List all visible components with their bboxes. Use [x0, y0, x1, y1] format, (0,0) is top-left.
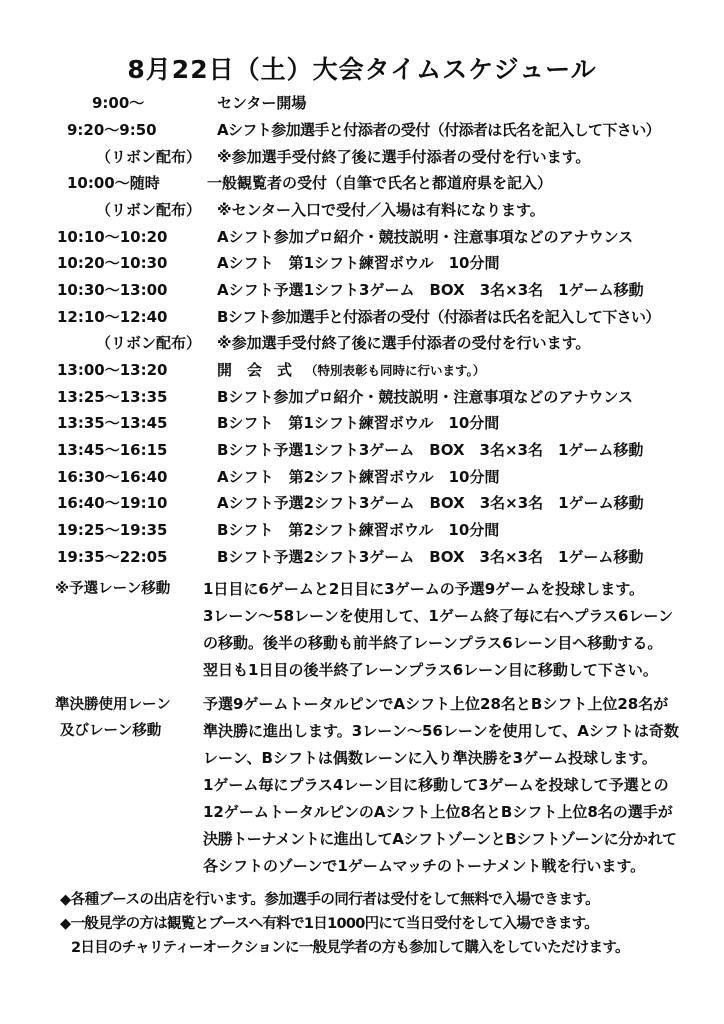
footer-note: ◆各種ブースの出店を行います。参加選手の同行者は受付をして無料で入場できます。	[60, 892, 600, 908]
schedule-row	[0, 226, 724, 252]
schedule-row	[0, 439, 724, 465]
schedule-time: 10:00〜随時	[67, 174, 160, 192]
schedule-time: 13:25〜13:35	[57, 388, 168, 406]
schedule-desc: ※参加選手受付終了後に選手付添者の受付を行います。	[217, 148, 591, 166]
schedule-desc: Aシフト参加選手と付添者の受付（付添者は氏名を記入して下さい）	[217, 121, 661, 139]
schedule-desc: 一般観覧者の受付（自筆で氏名と都道府県を記入）	[207, 174, 553, 192]
schedule-time: 16:40〜19:10	[57, 494, 168, 512]
schedule-desc: Aシフト 第2シフト練習ボウル 10分間	[217, 468, 500, 486]
schedule-time: 19:25〜19:35	[57, 521, 168, 539]
schedule-row	[0, 92, 724, 118]
schedule-row	[0, 332, 724, 358]
schedule-row	[0, 146, 724, 172]
schedule-desc: Bシフト予選1シフト3ゲーム BOX 3名×3名 1ゲーム移動	[217, 441, 644, 459]
schedule-row	[0, 252, 724, 278]
semifinal-line: 1ゲーム毎にプラス4レーン目に移動して3ゲームを投球して予選との	[203, 776, 669, 794]
schedule-row	[0, 279, 724, 305]
semifinal-line: 準決勝に進出します。3レーン〜56レーンを使用して、Aシフトは奇数	[203, 722, 679, 740]
semifinal-label-2: 及びレーン移動	[60, 723, 162, 739]
schedule-time: 10:30〜13:00	[57, 281, 168, 299]
schedule-row	[0, 412, 724, 438]
schedule-desc: Aシフト予選2シフト3ゲーム BOX 3名×3名 1ゲーム移動	[217, 494, 644, 512]
schedule-time: 13:35〜13:45	[57, 414, 168, 432]
schedule-row	[0, 492, 724, 518]
schedule-row	[0, 172, 724, 198]
footer-note: ◆一般見学の方は観覧とブースへ有料で1日1000円にて当日受付をして入場できます。	[60, 916, 599, 932]
page-title: 8月22日（土）大会タイムスケジュール	[127, 55, 597, 84]
schedule-desc: Aシフト参加プロ紹介・競技説明・注意事項などのアナウンス	[217, 228, 634, 246]
schedule-time: 12:10〜12:40	[57, 308, 168, 326]
schedule-time: 9:00〜	[92, 94, 145, 112]
schedule-row	[0, 359, 724, 385]
footer-note: 2日目のチャリティーオークションに一般見学者の方も参加して購入をしていただけます。	[71, 940, 629, 956]
schedule-row	[0, 519, 724, 545]
semifinal-label-1: 準決勝使用レーン	[55, 697, 171, 713]
schedule-desc: Bシフト予選2シフト3ゲーム BOX 3名×3名 1ゲーム移動	[217, 548, 644, 566]
schedule-row	[0, 466, 724, 492]
lane-move-line: 1日目に6ゲームと2日目に3ゲームの予選9ゲームを投球します。	[203, 580, 644, 598]
schedule-desc: センター開場	[217, 94, 307, 112]
schedule-time: 13:00〜13:20	[57, 361, 168, 379]
schedule-desc: Bシフト 第2シフト練習ボウル 10分間	[217, 521, 500, 539]
ceremony-note: （特別表彰も同時に行います。）	[305, 363, 486, 378]
lane-move-line: の移動。後半の移動も前半終了レーンプラス6レーン目へ移動する。	[203, 634, 663, 652]
schedule-desc: Bシフト参加プロ紹介・競技説明・注意事項などのアナウンス	[217, 388, 633, 406]
schedule-desc: Aシフト予選1シフト3ゲーム BOX 3名×3名 1ゲーム移動	[217, 281, 644, 299]
schedule-note: （リボン配布）	[96, 148, 202, 166]
semifinal-line: レーン、Bシフトは偶数レーンに入り準決勝を3ゲーム投球します。	[203, 749, 657, 767]
schedule-time: 10:20〜10:30	[57, 254, 168, 272]
semifinal-line: 予選9ゲームトータルピンでAシフト上位28名とBシフト上位28名が	[203, 695, 669, 713]
schedule-desc: ※センター入口で受付／入場は有料になります。	[217, 201, 545, 219]
schedule-time: 9:20〜9:50	[67, 121, 157, 139]
semifinal-line: 決勝トーナメントに進出してAシフトゾーンとBシフトゾーンに分かれて	[203, 830, 677, 848]
lane-move-line: 翌日も1日目の後半終了レーンプラス6レーン目に移動して下さい。	[203, 661, 658, 679]
schedule-desc: 開 会 式	[217, 361, 293, 379]
schedule-time: 13:45〜16:15	[57, 441, 168, 459]
schedule-note: （リボン配布）	[96, 201, 202, 219]
schedule-desc: ※参加選手受付終了後に選手付添者の受付を行います。	[217, 334, 591, 352]
schedule-time: 19:35〜22:05	[57, 548, 168, 566]
schedule-time: 10:10〜10:20	[57, 228, 168, 246]
schedule-row	[0, 119, 724, 145]
schedule-row	[0, 386, 724, 412]
lane-move-label: ※予選レーン移動	[55, 581, 171, 597]
schedule-note: （リボン配布）	[96, 334, 202, 352]
schedule-desc: Bシフト 第1シフト練習ボウル 10分間	[217, 414, 500, 432]
schedule-time: 16:30〜16:40	[57, 468, 168, 486]
schedule-row	[0, 199, 724, 225]
schedule-row	[0, 306, 724, 332]
lane-move-line: 3レーン〜58レーンを使用して、1ゲーム終了毎に右へプラス6レーン	[203, 607, 674, 625]
semifinal-line: 12ゲームトータルピンのAシフト上位8名とBシフト上位8名の選手が	[203, 803, 673, 821]
schedule-desc: Bシフト参加選手と付添者の受付（付添者は氏名を記入して下さい）	[217, 308, 660, 326]
semifinal-line: 各シフトのゾーンで1ゲームマッチのトーナメント戦を行います。	[203, 857, 646, 875]
schedule-desc: Aシフト 第1シフト練習ボウル 10分間	[217, 254, 500, 272]
schedule-row	[0, 546, 724, 572]
